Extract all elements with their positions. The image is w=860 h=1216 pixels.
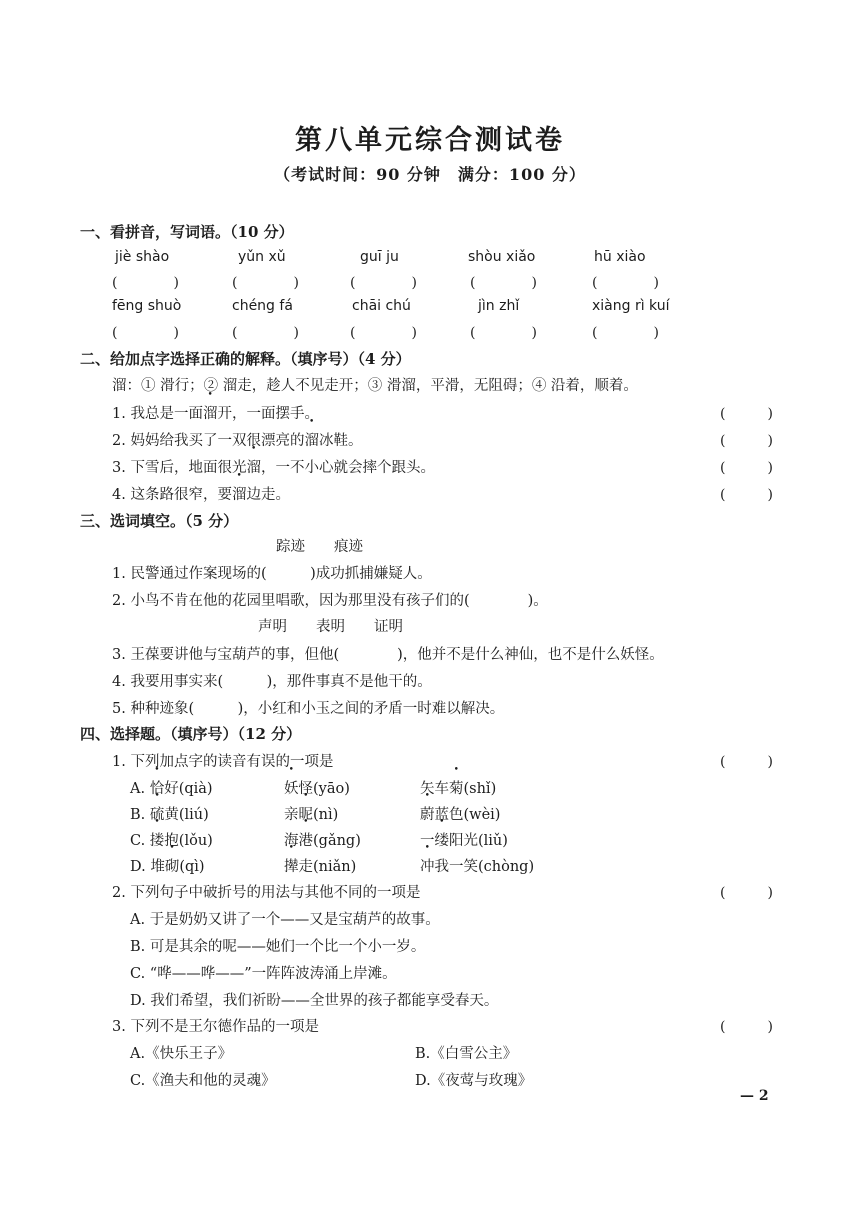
question-3-1: 1. 民警通过作案现场的( )成功抓捕嫌疑人。 (112, 566, 432, 582)
word-choices: 踪迹 痕迹 (276, 539, 363, 555)
question-2-2: 2. 妈妈给我买了一双很漂亮的溜冰鞋。 (112, 429, 362, 450)
emphasized-char: 溜 (202, 406, 218, 422)
option-c: 海港(gǎng) (284, 833, 361, 849)
answer-blank[interactable]: ( ) (720, 487, 773, 503)
section-2-heading: 二、给加点字选择正确的解释。（填序号）（4 分） (80, 350, 411, 368)
emphasized-char: 溜 (304, 433, 319, 449)
option-a: A. 恰好(qià) (130, 781, 213, 797)
answer-blank[interactable]: ( ) (720, 433, 773, 449)
question-4-1: 1. 下列加点字的读音有误的一项是 (112, 754, 334, 770)
page-number: — 2 (740, 1088, 769, 1104)
pinyin: hū xiào (594, 249, 646, 265)
section-1-heading: 一、看拼音，写词语。（10 分） (80, 223, 294, 241)
answer-blank[interactable]: ( ) (232, 325, 299, 341)
section-3-heading: 三、选词填空。（5 分） (80, 512, 239, 530)
option-c: C.《渔夫和他的灵魂》 (130, 1073, 276, 1089)
question-3-3: 3. 王葆要讲他与宝葫芦的事，但他( )，他并不是什么神仙，也不是什么妖怪。 (112, 647, 664, 663)
emphasized-char: 溜 (231, 487, 247, 503)
pinyin: fēng shuò (112, 298, 182, 314)
option-a: 妖怪(yāo) (284, 781, 350, 797)
option-b: 蔚蓝色(wèi) (420, 807, 501, 823)
answer-blank[interactable]: ( ) (350, 275, 417, 291)
answer-blank[interactable]: ( ) (470, 325, 537, 341)
answer-blank[interactable]: ( ) (720, 1019, 773, 1035)
option-a: 矢车菊(shǐ) (420, 781, 497, 797)
pinyin: yǔn xǔ (238, 249, 286, 265)
pinyin: xiàng rì kuí (592, 298, 670, 314)
answer-blank[interactable]: ( ) (720, 460, 773, 476)
option-d: 冲我一笑(chòng) (420, 859, 535, 875)
question-2-4: 4. 这条路很窄，要溜边走。 (112, 483, 290, 504)
question-4-3: 3. 下列不是王尔德作品的一项是 (112, 1019, 319, 1035)
page-title: 第八单元综合测试卷 (295, 125, 565, 156)
option-d: D. 堆砌(qì) (130, 859, 205, 875)
question-3-4: 4. 我要用事实来( )，那件事真不是他干的。 (112, 674, 432, 690)
option-a: A.《快乐王子》 (130, 1046, 233, 1062)
pinyin: chéng fá (232, 298, 293, 314)
answer-blank[interactable]: ( ) (720, 406, 773, 422)
answer-blank[interactable]: ( ) (720, 754, 773, 770)
answer-blank[interactable]: ( ) (232, 275, 299, 291)
question-2-3: 3. 下雪后，地面很光溜，一不小心就会摔个跟头。 (112, 456, 435, 477)
question-3-2: 2. 小鸟不肯在他的花园里唱歌，因为那里没有孩子们的( )。 (112, 593, 548, 609)
question-2-1: 1. 我总是一面溜开，一面摆手。 (112, 402, 319, 423)
pinyin: shòu xiǎo (468, 249, 536, 265)
answer-blank[interactable]: ( ) (592, 275, 659, 291)
answer-blank[interactable]: ( ) (112, 275, 179, 291)
emphasized-char: 溜 (246, 460, 261, 476)
question-3-5: 5. 种种迹象( )，小红和小玉之间的矛盾一时难以解决。 (112, 701, 505, 717)
question-4-2: 2. 下列句子中破折号的用法与其他不同的一项是 (112, 885, 421, 901)
option-b: 亲昵(nì) (284, 807, 339, 823)
pinyin: chāi chú (352, 298, 411, 314)
answer-blank[interactable]: ( ) (720, 885, 773, 901)
section-4-heading: 四、选择题。（填序号）（12 分） (80, 725, 302, 743)
word-choices: 声明 表明 证明 (258, 619, 403, 635)
answer-blank[interactable]: ( ) (350, 325, 417, 341)
option-c: 一缕阳光(liǔ) (420, 833, 508, 849)
answer-blank[interactable]: ( ) (470, 275, 537, 291)
pinyin: jìn zhǐ (478, 298, 520, 314)
option-d: D. 我们希望，我们祈盼——全世界的孩子都能享受春天。 (130, 993, 499, 1009)
option-d: D.《夜莺与玫瑰》 (415, 1073, 533, 1089)
answer-blank[interactable]: ( ) (592, 325, 659, 341)
option-d: 撵走(niǎn) (284, 859, 357, 875)
pinyin: jiè shào (115, 249, 170, 265)
answer-blank[interactable]: ( ) (112, 325, 179, 341)
option-b: B.《白雪公主》 (415, 1046, 518, 1062)
definition-list: 溜：① 滑行；② 溜走，趁人不见走开；③ 滑溜，平滑，无阻碍；④ 沿着，顺着。 (112, 378, 638, 394)
exam-info: （考试时间：90 分钟 满分：100 分） (274, 165, 586, 184)
option-c: C. “哗——哗——”一阵阵波涛涌上岸滩。 (130, 966, 397, 982)
option-a: A. 于是奶奶又讲了一个——又是宝葫芦的故事。 (130, 912, 440, 928)
pinyin: guī ju (360, 249, 399, 265)
option-b: B. 可是其余的呢——她们一个比一个小一岁。 (130, 939, 426, 955)
option-c: C. 搂抱(lǒu) (130, 833, 213, 849)
option-b: B. 硫黄(liú) (130, 807, 209, 823)
